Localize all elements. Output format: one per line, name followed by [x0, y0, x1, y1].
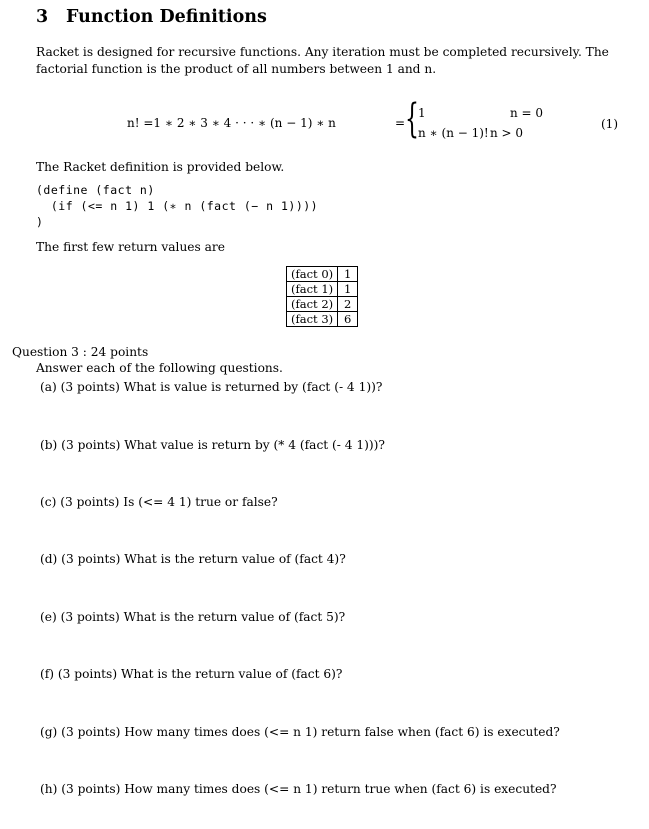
question-header: Question 3 : 24 points — [12, 345, 149, 359]
table-row — [287, 297, 358, 312]
table-value-cell: 6 — [338, 312, 358, 327]
return-values-table — [286, 266, 358, 327]
equation-case2-condition: n > 0 — [490, 126, 524, 140]
equation-case1-condition: n = 0 — [510, 106, 544, 120]
code-block — [36, 182, 318, 230]
code-line-3: ) — [36, 215, 44, 229]
return-intro: The first few return values are — [36, 240, 225, 254]
table-call-cell: (fact 2) — [287, 297, 338, 312]
equation-equals: = — [395, 116, 406, 130]
question-e: (e) (3 points) What is the return value of (fact 5)? — [40, 610, 346, 624]
equation-case1-value: 1 — [418, 106, 426, 120]
code-line-2: (if (<= n 1) 1 (∗ n (fact (− n 1)))) — [36, 199, 319, 213]
equation-brace: { — [405, 96, 419, 142]
question-d: (d) (3 points) What is the return value of (fact 4)? — [40, 552, 346, 566]
table-row — [287, 312, 358, 327]
question-a: (a) (3 points) What is value is returned by (fact (- 4 1))? — [40, 380, 383, 394]
table-call-cell: (fact 0) — [287, 267, 338, 282]
table-row — [287, 282, 358, 297]
question-instructions: Answer each of the following questions. — [36, 361, 283, 375]
table-value-cell: 2 — [338, 297, 358, 312]
table-call-cell: (fact 1) — [287, 282, 338, 297]
intro-paragraph: Racket is designed for recursive functions. Any iteration must be completed recursively. The factorial function is the product of all numbers between 1 and n. — [36, 45, 609, 76]
equation-number: (1) — [601, 117, 618, 131]
table-call-cell: (fact 3) — [287, 312, 338, 327]
equation-case2-value: n ∗ (n − 1)! — [418, 126, 489, 140]
question-b: (b) (3 points) What value is return by (* 4 (fact (- 4 1)))? — [40, 438, 385, 452]
section-heading — [36, 7, 267, 27]
question-f: (f) (3 points) What is the return value of (fact 6)? — [40, 667, 343, 681]
table-row — [287, 267, 358, 282]
code-line-1: (define (fact n) — [36, 183, 155, 197]
question-c: (c) (3 points) Is (<= 4 1) true or false? — [40, 495, 278, 509]
question-h: (h) (3 points) How many times does (<= n 1) return true when (fact 6) is executed? — [40, 782, 557, 796]
table-value-cell: 1 — [338, 267, 358, 282]
section-number: 3 — [36, 7, 49, 27]
definition-intro: The Racket definition is provided below. — [36, 160, 285, 174]
table-value-cell: 1 — [338, 282, 358, 297]
section-title: Function Definitions — [66, 7, 267, 27]
equation-lhs: n! =1 ∗ 2 ∗ 3 ∗ 4 · · · ∗ (n − 1) ∗ n — [127, 116, 336, 130]
question-g: (g) (3 points) How many times does (<= n 1) return false when (fact 6) is executed? — [40, 725, 560, 739]
